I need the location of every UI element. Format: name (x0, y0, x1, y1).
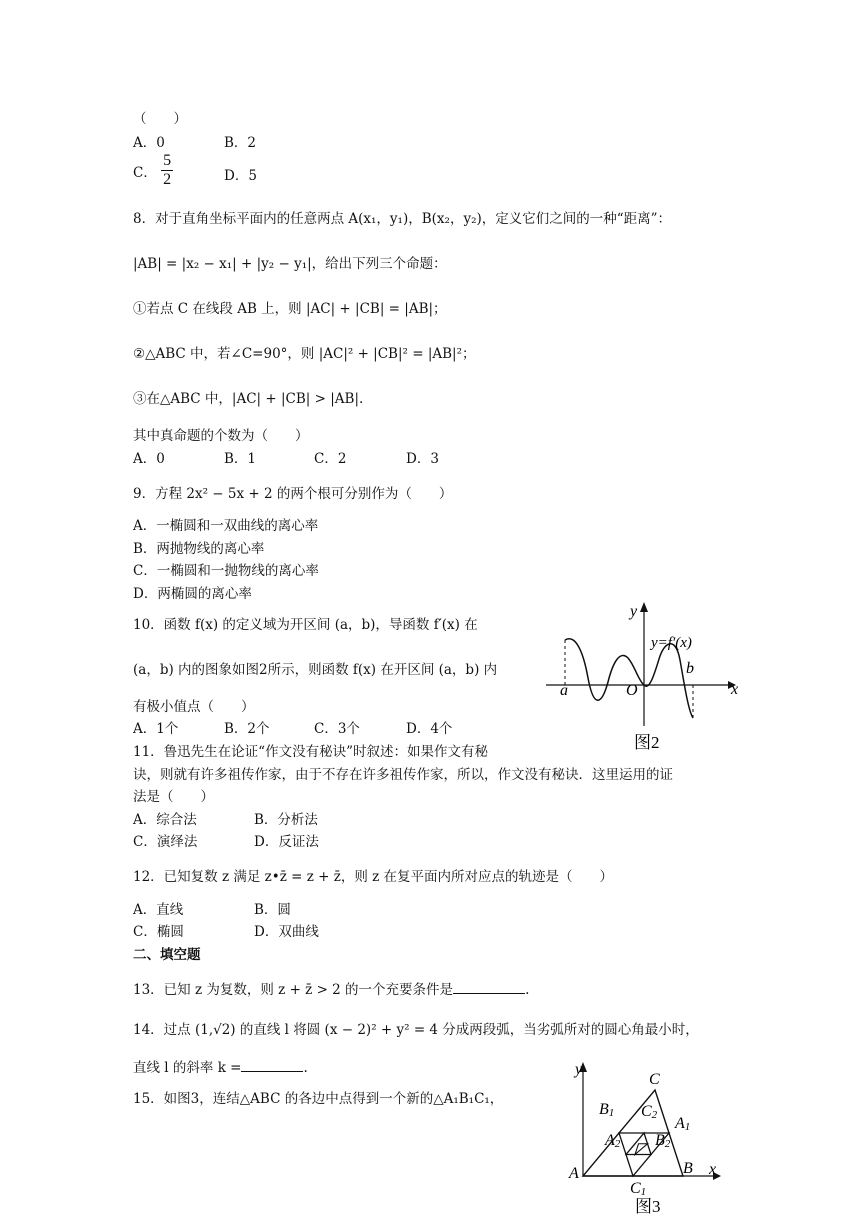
fig2-origin-label: O (626, 682, 638, 699)
q15-stem: 15．如图3，连结△ABC 的各边中点得到一个新的△A₁B₁C₁， (133, 1091, 504, 1107)
q11-option-a: A．综合法 (133, 812, 197, 828)
q9-option-a: A．一椭圆和一双曲线的离心率 (133, 518, 319, 534)
q13-stem: 13．已知 z 为复数，则 z + z̄ > 2 的一个充要条件是 (133, 982, 454, 998)
fig3-label-a: A (569, 1165, 579, 1182)
fig2-caption: 图2 (634, 733, 660, 752)
q11-option-b: B．分析法 (254, 812, 318, 828)
q8-stem-line2: |AB| = |x₂ − x₁| + |y₂ − y₁|，给出下列三个命题： (133, 256, 447, 272)
q11-line1: 11．鲁迅先生在论证“作文没有秘诀”时叙述：如果作文有秘 (133, 744, 488, 760)
fig3-label-b1: B1 (599, 1101, 615, 1119)
q8-stem-line1: 8．对于直角坐标平面内的任意两点 A(x₁，y₁)，B(x₂，y₂)，定义它们之间的一种“距离”： (133, 211, 672, 227)
q9-stem: 9．方程 2x² − 5x + 2 的两个根可分别作为（ ） (133, 486, 453, 502)
fig2-curve-label: y=f′(x) (651, 635, 692, 651)
fig2-x-label: x (731, 681, 739, 698)
q8-option-b: B．1 (224, 451, 257, 467)
q7-option-b: B．2 (224, 135, 257, 151)
q9-option-b: B．两抛物线的离心率 (133, 541, 265, 557)
q13-end: . (525, 982, 530, 998)
q7-option-a: A．0 (133, 135, 165, 151)
q8-option-d: D．3 (406, 451, 439, 467)
triangle-a3b3c3 (635, 1144, 648, 1155)
fig2-y-label: y (630, 603, 638, 620)
q12-option-d: D．双曲线 (254, 924, 319, 940)
q14-line1: 14．过点 (1,√2) 的直线 l 将圆 (x − 2)² + y² = 4 分成两段弧，当劣弧所对的圆心角最小时， (133, 1022, 699, 1038)
q7-option-d: D．5 (224, 168, 257, 184)
fig3-label-a1: A1 (675, 1115, 691, 1133)
q7-option-c: C． $\frac{5}{2}$ (133, 152, 172, 188)
fig3-label-c1: C1 (630, 1180, 647, 1198)
q7-paren: （ ） (133, 111, 187, 127)
fig3-label-a2: A2 (605, 1132, 621, 1150)
q12-option-b: B．圆 (254, 902, 291, 918)
figure-3-midpoint-triangles (555, 1056, 725, 1216)
q13-answer-blank[interactable] (453, 993, 525, 994)
q10-line3: 有极小值点（ ） (133, 699, 255, 715)
q8-option-c: C．2 (314, 451, 347, 467)
fig2-b-label: b (686, 660, 694, 677)
q14-line2 (133, 1056, 308, 1076)
q14-answer-blank[interactable] (241, 1071, 303, 1072)
fig3-label-b: B (683, 1160, 693, 1177)
fraction-5-2: $\frac{5}{2}$ (163, 152, 172, 188)
q8-prop2: ②△ABC 中，若∠C=90°，则 |AC|² + |CB|² = |AB|²； (133, 346, 476, 362)
q10-option-a: A．1个 (133, 721, 179, 737)
q8-prop1: ①若点 C 在线段 AB 上，则 |AC| + |CB| = |AB|； (133, 301, 447, 317)
q14-end: . (303, 1060, 308, 1076)
q11-option-c: C．演绎法 (133, 834, 198, 850)
q10-option-c: C．3个 (314, 721, 360, 737)
section-title-fill-in: 二、填空题 (133, 947, 201, 963)
q8-option-a: A．0 (133, 451, 165, 467)
fig3-y-label: y (575, 1061, 583, 1078)
q14-stem2: 直线 l 的斜率 k = (133, 1060, 242, 1076)
q11-line2: 诀，则就有许多祖传作家，由于不存在许多祖传作家，所以，作文没有秘诀．这里运用的证 (133, 767, 673, 783)
q13-line (133, 978, 529, 998)
y-axis-arrow-icon (640, 602, 648, 612)
fig3-caption: 图3 (635, 1197, 661, 1216)
q11-line3: 法是（ ） (133, 789, 214, 805)
fig3-label-b2: B2 (655, 1132, 671, 1150)
q12-option-a: A．直线 (133, 902, 184, 918)
q12-stem: 12．已知复数 z 满足 z•z̄ = z + z̄，则 z 在复平面内所对应点的轨迹是（ ） (133, 869, 614, 885)
q9-option-d: D．两椭圆的离心率 (133, 586, 252, 602)
figure-2-derivative-graph (540, 598, 740, 758)
fig3-x-label: x (709, 1161, 717, 1178)
fig3-label-c: C (649, 1071, 660, 1088)
q10-line1: 10．函数 f(x) 的定义域为开区间 (a，b)，导函数 f′(x) 在 (133, 617, 478, 633)
fig3-label-c2: C2 (641, 1103, 658, 1121)
q9-option-c: C．一椭圆和一抛物线的离心率 (133, 563, 319, 579)
q12-option-c: C．椭圆 (133, 924, 184, 940)
q8-prop3: ③在△ABC 中，|AC| + |CB| > |AB|. (133, 391, 364, 407)
q10-line2: (a，b) 内的图象如图2所示，则函数 f(x) 在开区间 (a，b) 内 (133, 662, 498, 678)
q10-option-b: B．2个 (224, 721, 270, 737)
fig2-a-label: a (560, 682, 568, 699)
q8-question: 其中真命题的个数为（ ） (133, 428, 309, 444)
q11-option-d: D．反证法 (254, 834, 319, 850)
q10-option-d: D．4个 (406, 721, 453, 737)
